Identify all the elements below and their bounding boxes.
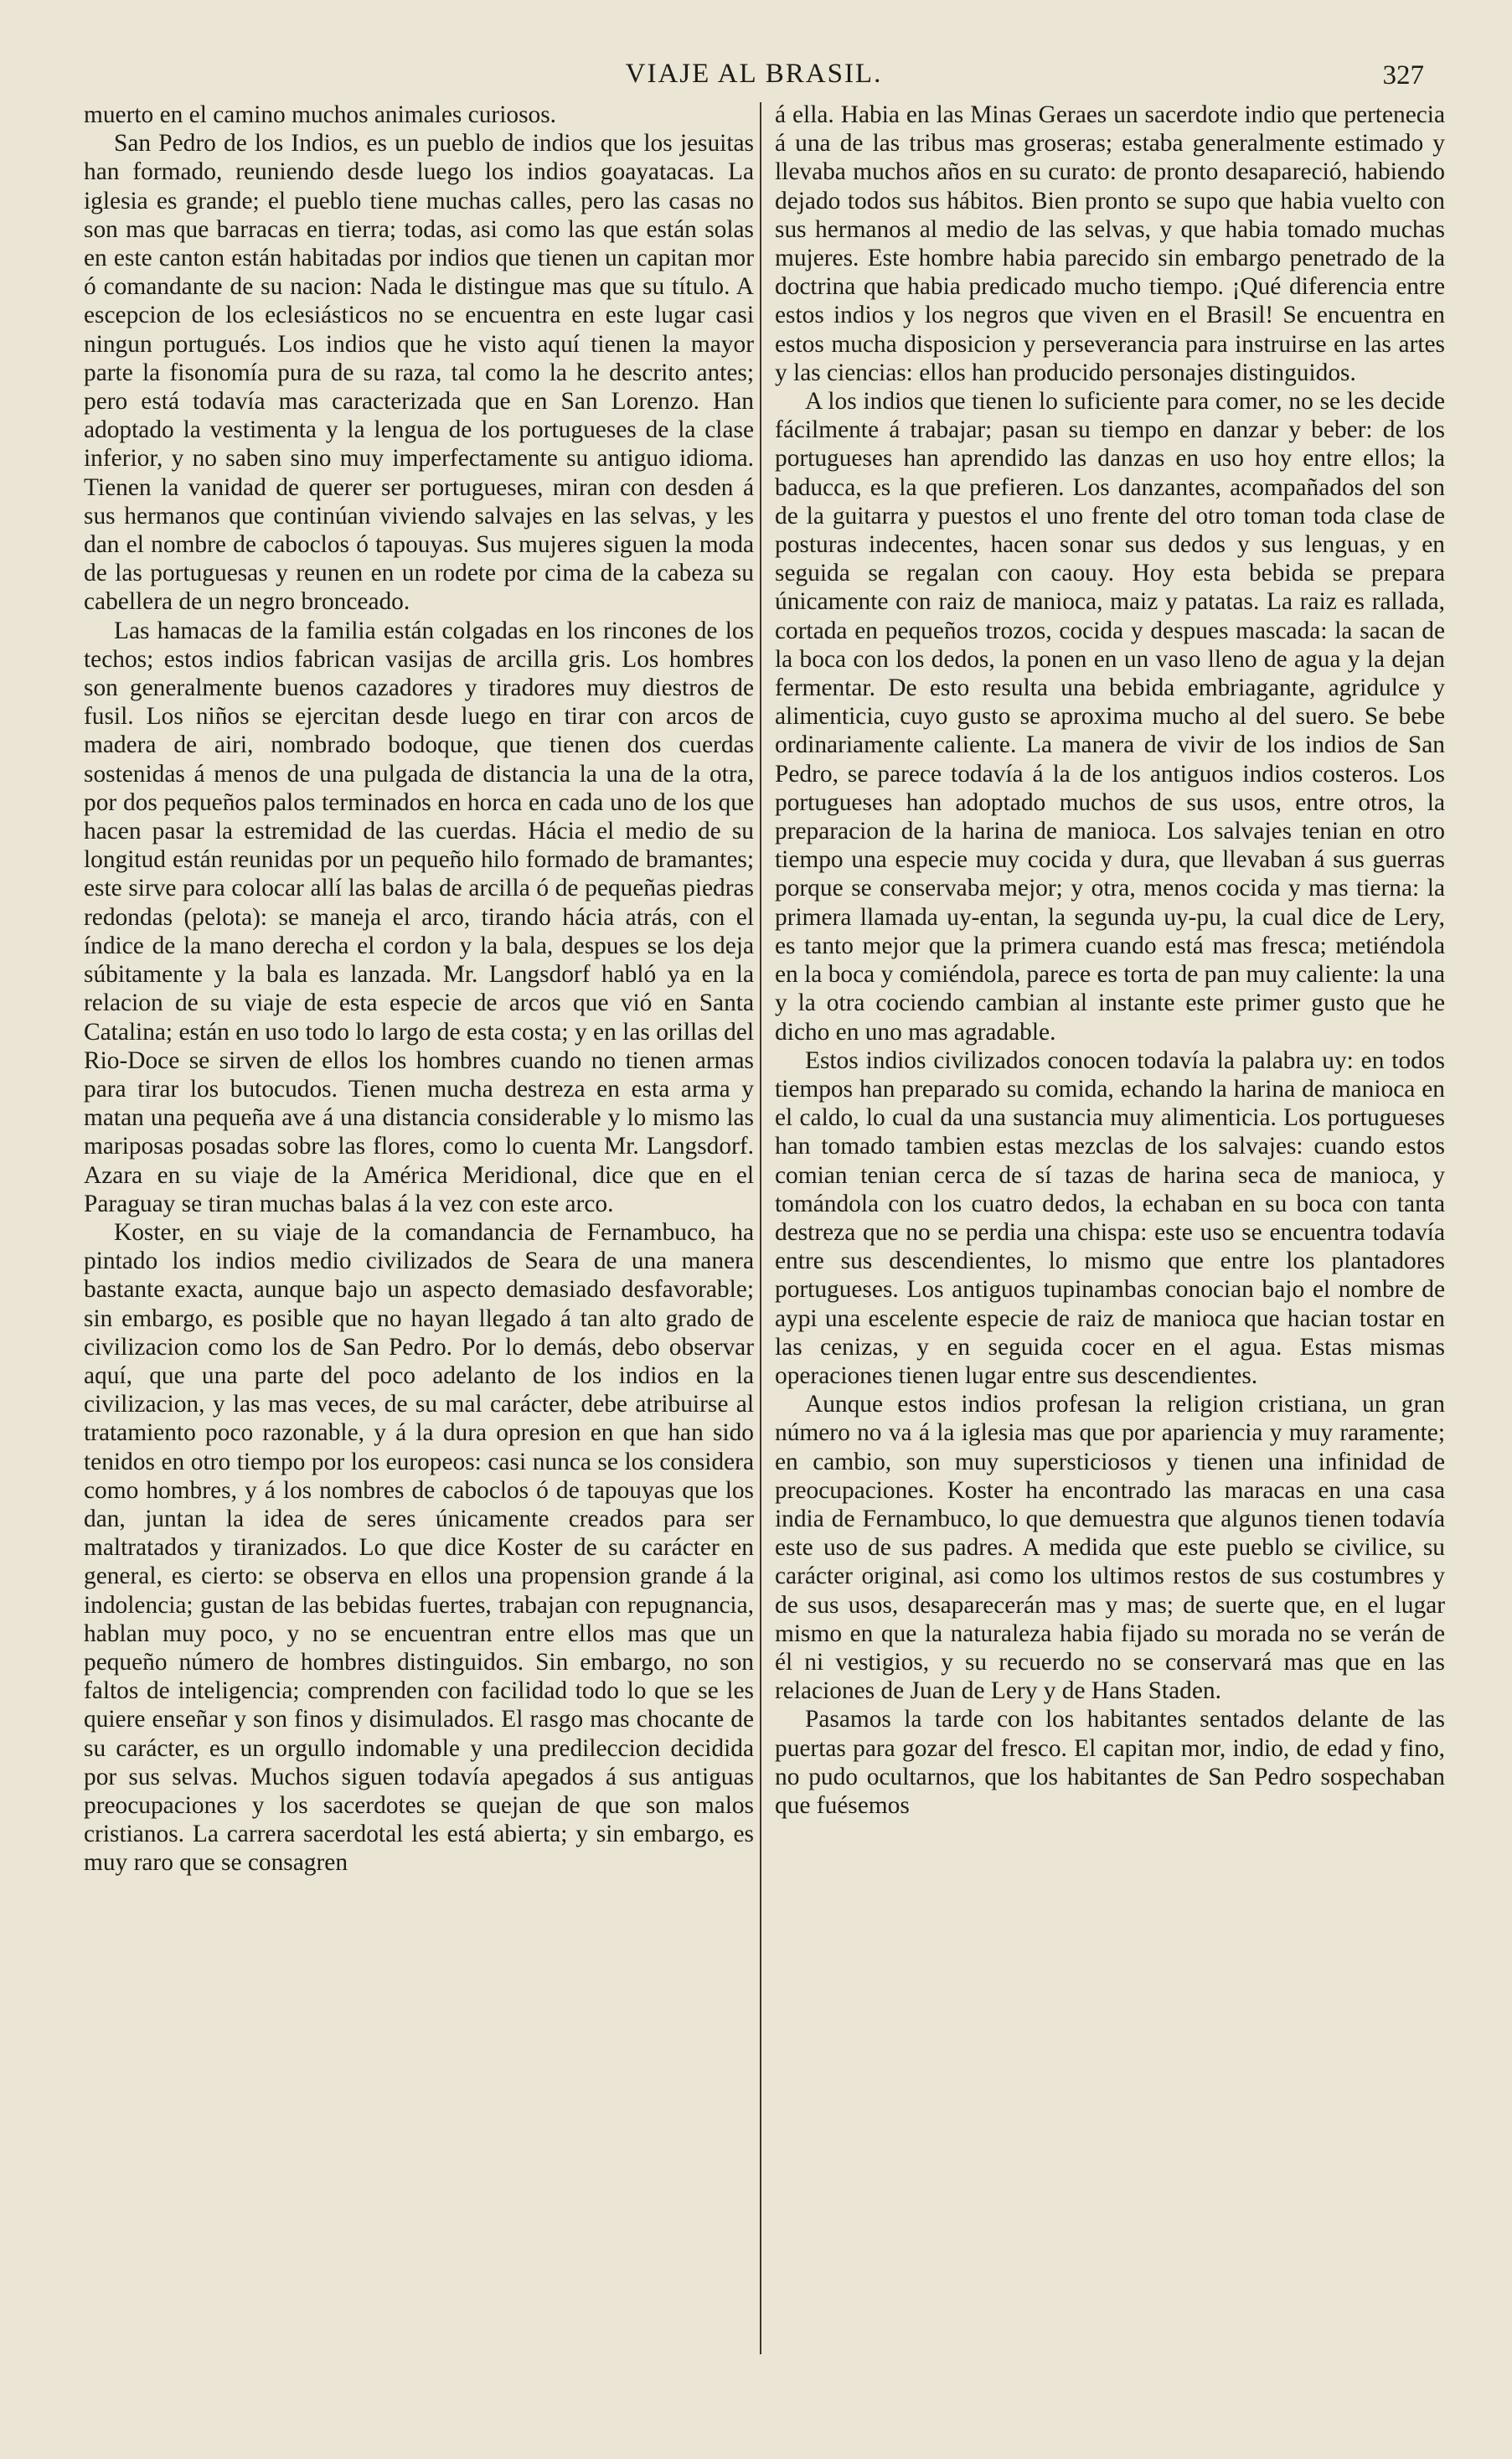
paragraph: Estos indios civilizados conocen todavía la palabra uy: en todos tiempos han preparado su comida, echando la harina de manioca en el caldo, lo cual da una sustancia muy alimenticia. Los portugueses han tomado tambien estas mezclas de los salvajes: cuando estos comian tenian cerca de sí tazas de harina seca de manioca, y tomándola con los cuatro dedos, la echaban en su boca con tanta destreza que no se perdia una chispa: este uso se encuentra todavía entre sus descendientes, lo mismo que entre los plantadores portugueses. Los antiguos tupinambas conocian bajo el nombre de aypi una escelente especie de raiz de manioca que hacian tostar en las cenizas, y en seguida cocer en el agua. Estas mismas operaciones tienen lugar entre sus descendientes. [775,1046,1445,1389]
right-column [775,101,1445,2430]
paragraph: San Pedro de los Indios, es un pueblo de indios que los jesuitas han formado, reuniendo desde luego los indios goayatacas. La iglesia es grande; el pueblo tiene muchas calles, pero las casas no son mas que barracas en tierra; todas, asi como las que están solas en este canton están habitadas por indios que tienen un capitan mor ó comandante de su nacion: Nada le distingue mas que su título. A escepcion de los eclesiásticos no se encuentra en este lugar casi ningun portugués. Los indios que he visto aquí tienen la mayor parte la fisonomía pura de su raza, tal como la he descrito antes; pero está todavía mas caracterizada que en San Lorenzo. Han adoptado la vestimenta y la lengua de los portugueses de la clase inferior, y no saben sino muy imperfectamente su antiguo idioma. Tienen la vanidad de querer ser portugueses, miran con desden á sus hermanos que continúan viviendo salvajes en las selvas, y les dan el nombre de caboclos ó tapouyas. Sus mujeres siguen la moda de las portuguesas y reunen en un rodete por cima de la cabeza su cabellera de un negro bronceado. [84,130,754,616]
left-column [84,101,754,2430]
running-title: VIAJE AL BRASIL. [625,59,883,89]
paragraph: A los indios que tienen lo suficiente para comer, no se les decide fácilmente á trabajar; pasan su tiempo en danzar y beber: de los portugueses han aprendido las danzas en uso hoy entre ellos; la baducca, es la que prefieren. Los danzantes, acompañados del son de la guitarra y puestos el uno frente del otro toman toda clase de posturas indecentes, hacen sonar sus dedos y sus lenguas, y en seguida se regalan con caouy. Hoy esta bebida se prepara únicamente con raiz de manioca, maiz y patatas. La raiz es rallada, cortada en pequeños trozos, cocida y despues mascada: la sacan de la boca con los dedos, la ponen en un vaso lleno de agua y la dejan fermentar. De esto resulta una bebida embriagante, agridulce y alimenticia, cuyo gusto se aproxima mucho al del suero. Se bebe ordinariamente caliente. La manera de vivir de los indios de San Pedro, se parece todavía á la de los antiguos indios costeros. Los portugueses han adoptado muchos de sus usos, entre otros, la preparacion de la harina de manioca. Los salvajes tenian en otro tiempo una especie muy cocida y dura, que llevaban á sus guerras porque se conservaba mejor; y otra, menos cocida y mas tierna: la primera llamada uy-entan, la segunda uy-pu, la cual dice de Lery, es tanto mejor que la primera cuando está mas fresca; metiéndola en la boca y comiéndola, parece es torta de pan muy caliente: la una y la otra cociendo cambian al instante este primer gusto que he dicho en uno mas agradable. [775,388,1445,1046]
paragraph: á ella. Habia en las Minas Geraes un sacerdote indio que pertenecia á una de las tribus mas groseras; estaba generalmente estimado y llevaba muchos años en su curato: de pronto desapareció, habiendo dejado todos sus hábitos. Bien pronto se supo que habia vuelto con sus hermanos al medio de las selvas, y que habia tomado muchas mujeres. Este hombre habia parecido sin embargo penetrado de la doctrina que habia predicado mucho tiempo. ¡Qué diferencia entre estos indios y los negros que viven en el Brasil! Se encuentra en estos mucha disposicion y perseverancia para instruirse en las artes y las ciencias: ellos han producido personajes distinguidos. [775,101,1445,386]
page-number: 327 [1382,60,1424,90]
paragraph: Las hamacas de la familia están colgadas en los rincones de los techos; estos indios fabrican vasijas de arcilla gris. Los hombres son generalmente buenos cazadores y tiradores muy diestros de fusil. Los niños se ejercitan desde luego en tirar con arcos de madera de airi, nombrado bodoque, que tienen dos cuerdas sostenidas á menos de una pulgada de distancia la una de la otra, por dos pequeños palos terminados en horca en cada uno de los que hacen pasar la estremidad de las cuerdas. Hácia el medio de su longitud están reunidas por un pequeño hilo formado de bramantes; este sirve para colocar allí las balas de arcilla ó de pequeñas piedras redondas (pelota): se maneja el arco, tirando hácia atrás, con el índice de la mano derecha el cordon y la bala, despues se los deja súbitamente y la bala es lanzada. Mr. Langsdorf habló ya en la relacion de su viaje de esta especie de arcos que vió en Santa Catalina; están en uso todo lo largo de esta costa; y en las orillas del Rio-Doce se sirven de ellos los hombres cuando no tienen armas para tirar los butocudos. Tienen mucha destreza en esta arma y matan una pequeña ave á una distancia considerable y lo mismo las mariposas posadas sobre las flores, como lo cuenta Mr. Langsdorf. Azara en su viaje de la América Meridional, dice que en el Paraguay se tiran muchas balas á la vez con este arco. [84,617,754,1217]
paragraph: Aunque estos indios profesan la religion cristiana, un gran número no va á la iglesia mas que por apariencia y muy raramente; en cambio, son muy supersticiosos y tienen una infinidad de preocupaciones. Koster ha encontrado las maracas en una casa india de Fernambuco, lo que demuestra que algunos tienen todavía este uso de sus padres. A medida que este pueblo se civilice, su carácter original, asi como los ultimos restos de sus costumbres y de sus usos, desaparecerán mas y mas; de suerte que, en el lugar mismo en que la naturaleza habia fijado su morada no se verán de él ni vestigios, y su recuerdo no se conservará mas que en las relaciones de Juan de Lery y de Hans Staden. [775,1391,1445,1705]
paragraph: Pasamos la tarde con los habitantes sentados delante de las puertas para gozar del fresco. El capitan mor, indio, de edad y fino, no pudo ocultarnos, que los habitantes de San Pedro sospechaban que fuésemos [775,1706,1445,1819]
paragraph: muerto en el camino muchos animales curiosos. [84,101,556,128]
column-divider [760,102,761,2354]
paragraph: Koster, en su viaje de la comandancia de Fernambuco, ha pintado los indios medio civilizados de Seara de una manera bastante exacta, aunque bajo un aspecto demasiado desfavorable; sin embargo, es posible que no hayan llegado á tan alto grado de civilizacion como los de San Pedro. Por lo demás, debo observar aquí, que una parte del poco adelanto de los indios en la civilizacion, y las mas veces, de su mal carácter, debe atribuirse al tratamiento poco razonable, y á la dura opresion en que han sido tenidos en otro tiempo por los europeos: casi nunca se los considera como hombres, y á los nombres de caboclos ó de tapouyas que los dan, juntan la idea de seres únicamente creados para ser maltratados y tiranizados. Lo que dice Koster de su carácter en general, es cierto: se observa en ellos una propension grande á la indolencia; gustan de las bebidas fuertes, trabajan con repugnancia, hablan muy poco, y no se encuentran entre ellos mas que un pequeño número de hombres distinguidos. Sin embargo, no son faltos de inteligencia; comprenden con facilidad todo lo que se les quiere enseñar y son finos y disimulados. El rasgo mas chocante de su carácter, es un orgullo indomable y una predileccion decidida por sus selvas. Muchos siguen todavía apegados á sus antiguas preocupaciones y los sacerdotes se quejan de que son malos cristianos. La carrera sacerdotal les está abierta; y sin embargo, es muy raro que se consagren [84,1218,754,1877]
